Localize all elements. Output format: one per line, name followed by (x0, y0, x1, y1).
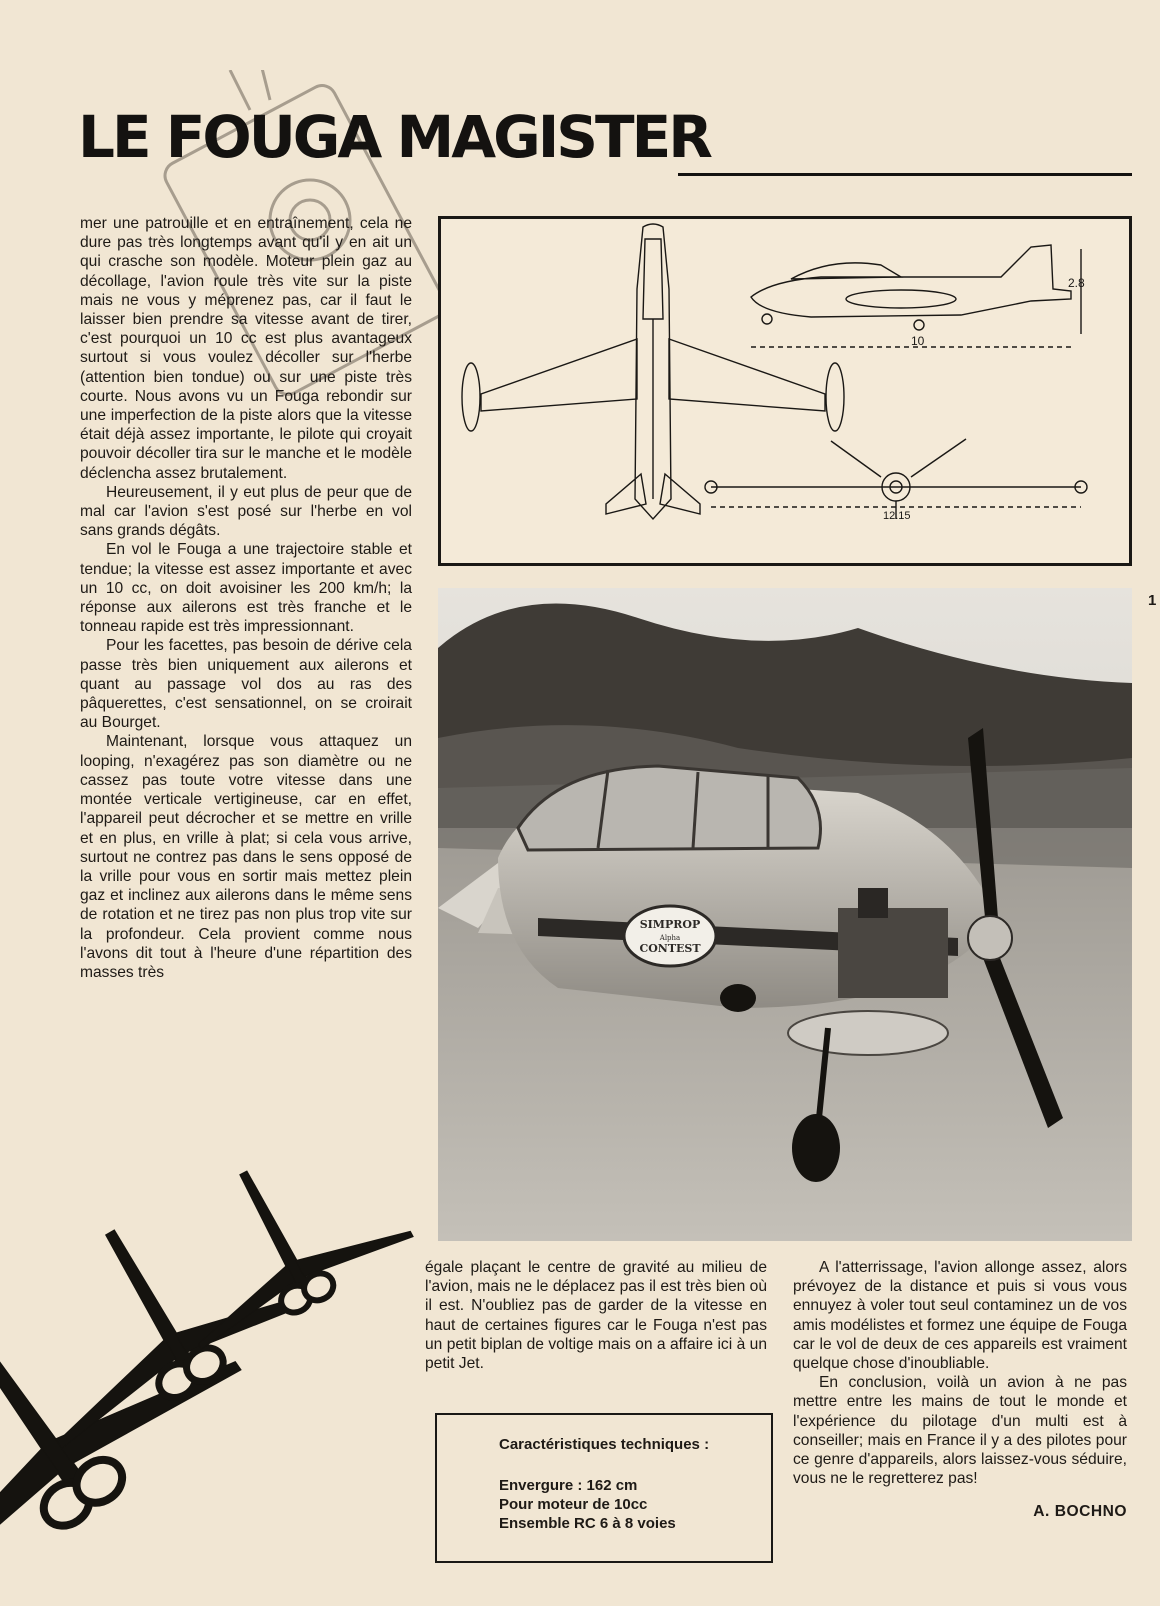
top-view-left-wing (481, 339, 637, 411)
title-rule (678, 173, 1132, 176)
specs-title: Caractéristiques techniques : (499, 1436, 710, 1453)
right-column (793, 1258, 1127, 1522)
left-paragraph-3: En vol le Fouga a une trajectoire stable et tendue; la vitesse est assez importante et avec un 10 cc, on doit avoisiner les 200 km/h; la réponse aux ailerons est très franche et le tonneau rapide est très impressionnant. (80, 541, 412, 636)
left-column (80, 214, 412, 982)
left-paragraph-1: mer une patrouille et en entraînement, cela ne dure pas très longtemps avant qu'il y en ait un qui crasche son modèle. Moteur plein gaz au décollage, l'avion roule très vite sur la piste mais ne vous y méprenez pas, car il faut le laisser bien prendre sa vitesse avant de tirer, c'est pourquoi un 10 cc est plus avantageux surtout si vous voulez décoller sur l'herbe (attention bien tondue) ou sur une piste très courte. Nous avons vu un Fouga rebondir sur une imperfection de la piste alors que la vitesse était déjà assez importante, le pilote qui croyait pouvoir décoller tira sur le manche et le modèle déclencha assez brutalement. (80, 215, 412, 482)
middle-paragraph-1: égale plaçant le centre de gravité au milieu de l'avion, mais ne le déplacez pas il est très bien où il est. N'oubliez pas de garder de la vitesse en haut de certaines figures car le Fouga n'est pas un petit biplan de voltige mais on a affaire ici à un petit Jet. (425, 1259, 767, 1373)
photo-wheel (792, 1114, 840, 1182)
side-view-fuselage (751, 245, 1071, 317)
right-paragraph-2: En conclusion, voilà un avion à ne pas mettre entre les mains de tout le monde et l'expérience du pilotage d'un multi est à conseiller; mais en France il y a des pilotes pour ce genre d'appareils, alors laissez-vous séduire, vous ne le regretterez pas! (793, 1374, 1127, 1488)
three-view-drawing (438, 216, 1132, 566)
specs-box (435, 1413, 773, 1563)
spec-span: Envergure : 162 cm (499, 1477, 638, 1494)
dim-span: 12.15 (883, 510, 911, 522)
top-view-right-wing (669, 339, 825, 411)
jets-illustration (0, 1130, 420, 1606)
dim-length: 10 (911, 334, 925, 348)
middle-column (425, 1258, 767, 1373)
spec-engine: Pour moteur de 10cc (499, 1496, 648, 1513)
left-paragraph-4: Pour les facettes, pas besoin de dérive cela passe très bien uniquement aux ailerons et quant au passage vol dos au ras des pâquerettes, c'est sensationnel, on se croirait au Bourget. (80, 637, 412, 732)
spec-radio: Ensemble RC 6 à 8 voies (499, 1515, 676, 1532)
badge-line1: SIMPROP (639, 918, 701, 931)
right-paragraph-1: A l'atterrissage, l'avion allonge assez, alors prévoyez de la distance et puis si vous vous ennuyez à voler tout seul contaminez un de vos amis modélistes et formez une équipe de Fouga car le vol de deux de ces appareils est vraiment quelque chose d'inoubliable. (793, 1259, 1127, 1373)
badge-line2: Alpha (659, 934, 681, 942)
dim-height: 2.8 (1068, 276, 1085, 290)
left-paragraph-2: Heureusement, il y eut plus de peur que de mal car l'avion s'est posé sur l'herbe en vol sans grands dégâts. (80, 483, 412, 540)
article-title: LE FOUGA MAGISTER (78, 103, 710, 171)
badge-line3: CONTEST (639, 942, 701, 955)
author-signature: A. BOCHNO (1033, 1503, 1127, 1521)
left-paragraph-5: Maintenant, lorsque vous attaquez un looping, n'exagérez pas son diamètre ou ne cassez pas toute votre vitesse dans une montée verticale vertigineuse, car en effet, l'appareil peut décrocher et se mettre en vrille et en plus, en vrille à plat; si cela vous arrive, surtout ne contrez pas dans le sens opposé de la vrille pour vous en sortir mais mettez plein gaz et inclinez aux ailerons dans le même sens de rotation et ne tirez pas non plus trop vite sur la profondeur. Cela provient comme nous l'avons dit tout à l'heure d'une répartition des masses très (80, 733, 412, 981)
page-number: 1 (1148, 592, 1157, 609)
photo-engine (838, 908, 948, 998)
aircraft-photo (438, 588, 1132, 1241)
